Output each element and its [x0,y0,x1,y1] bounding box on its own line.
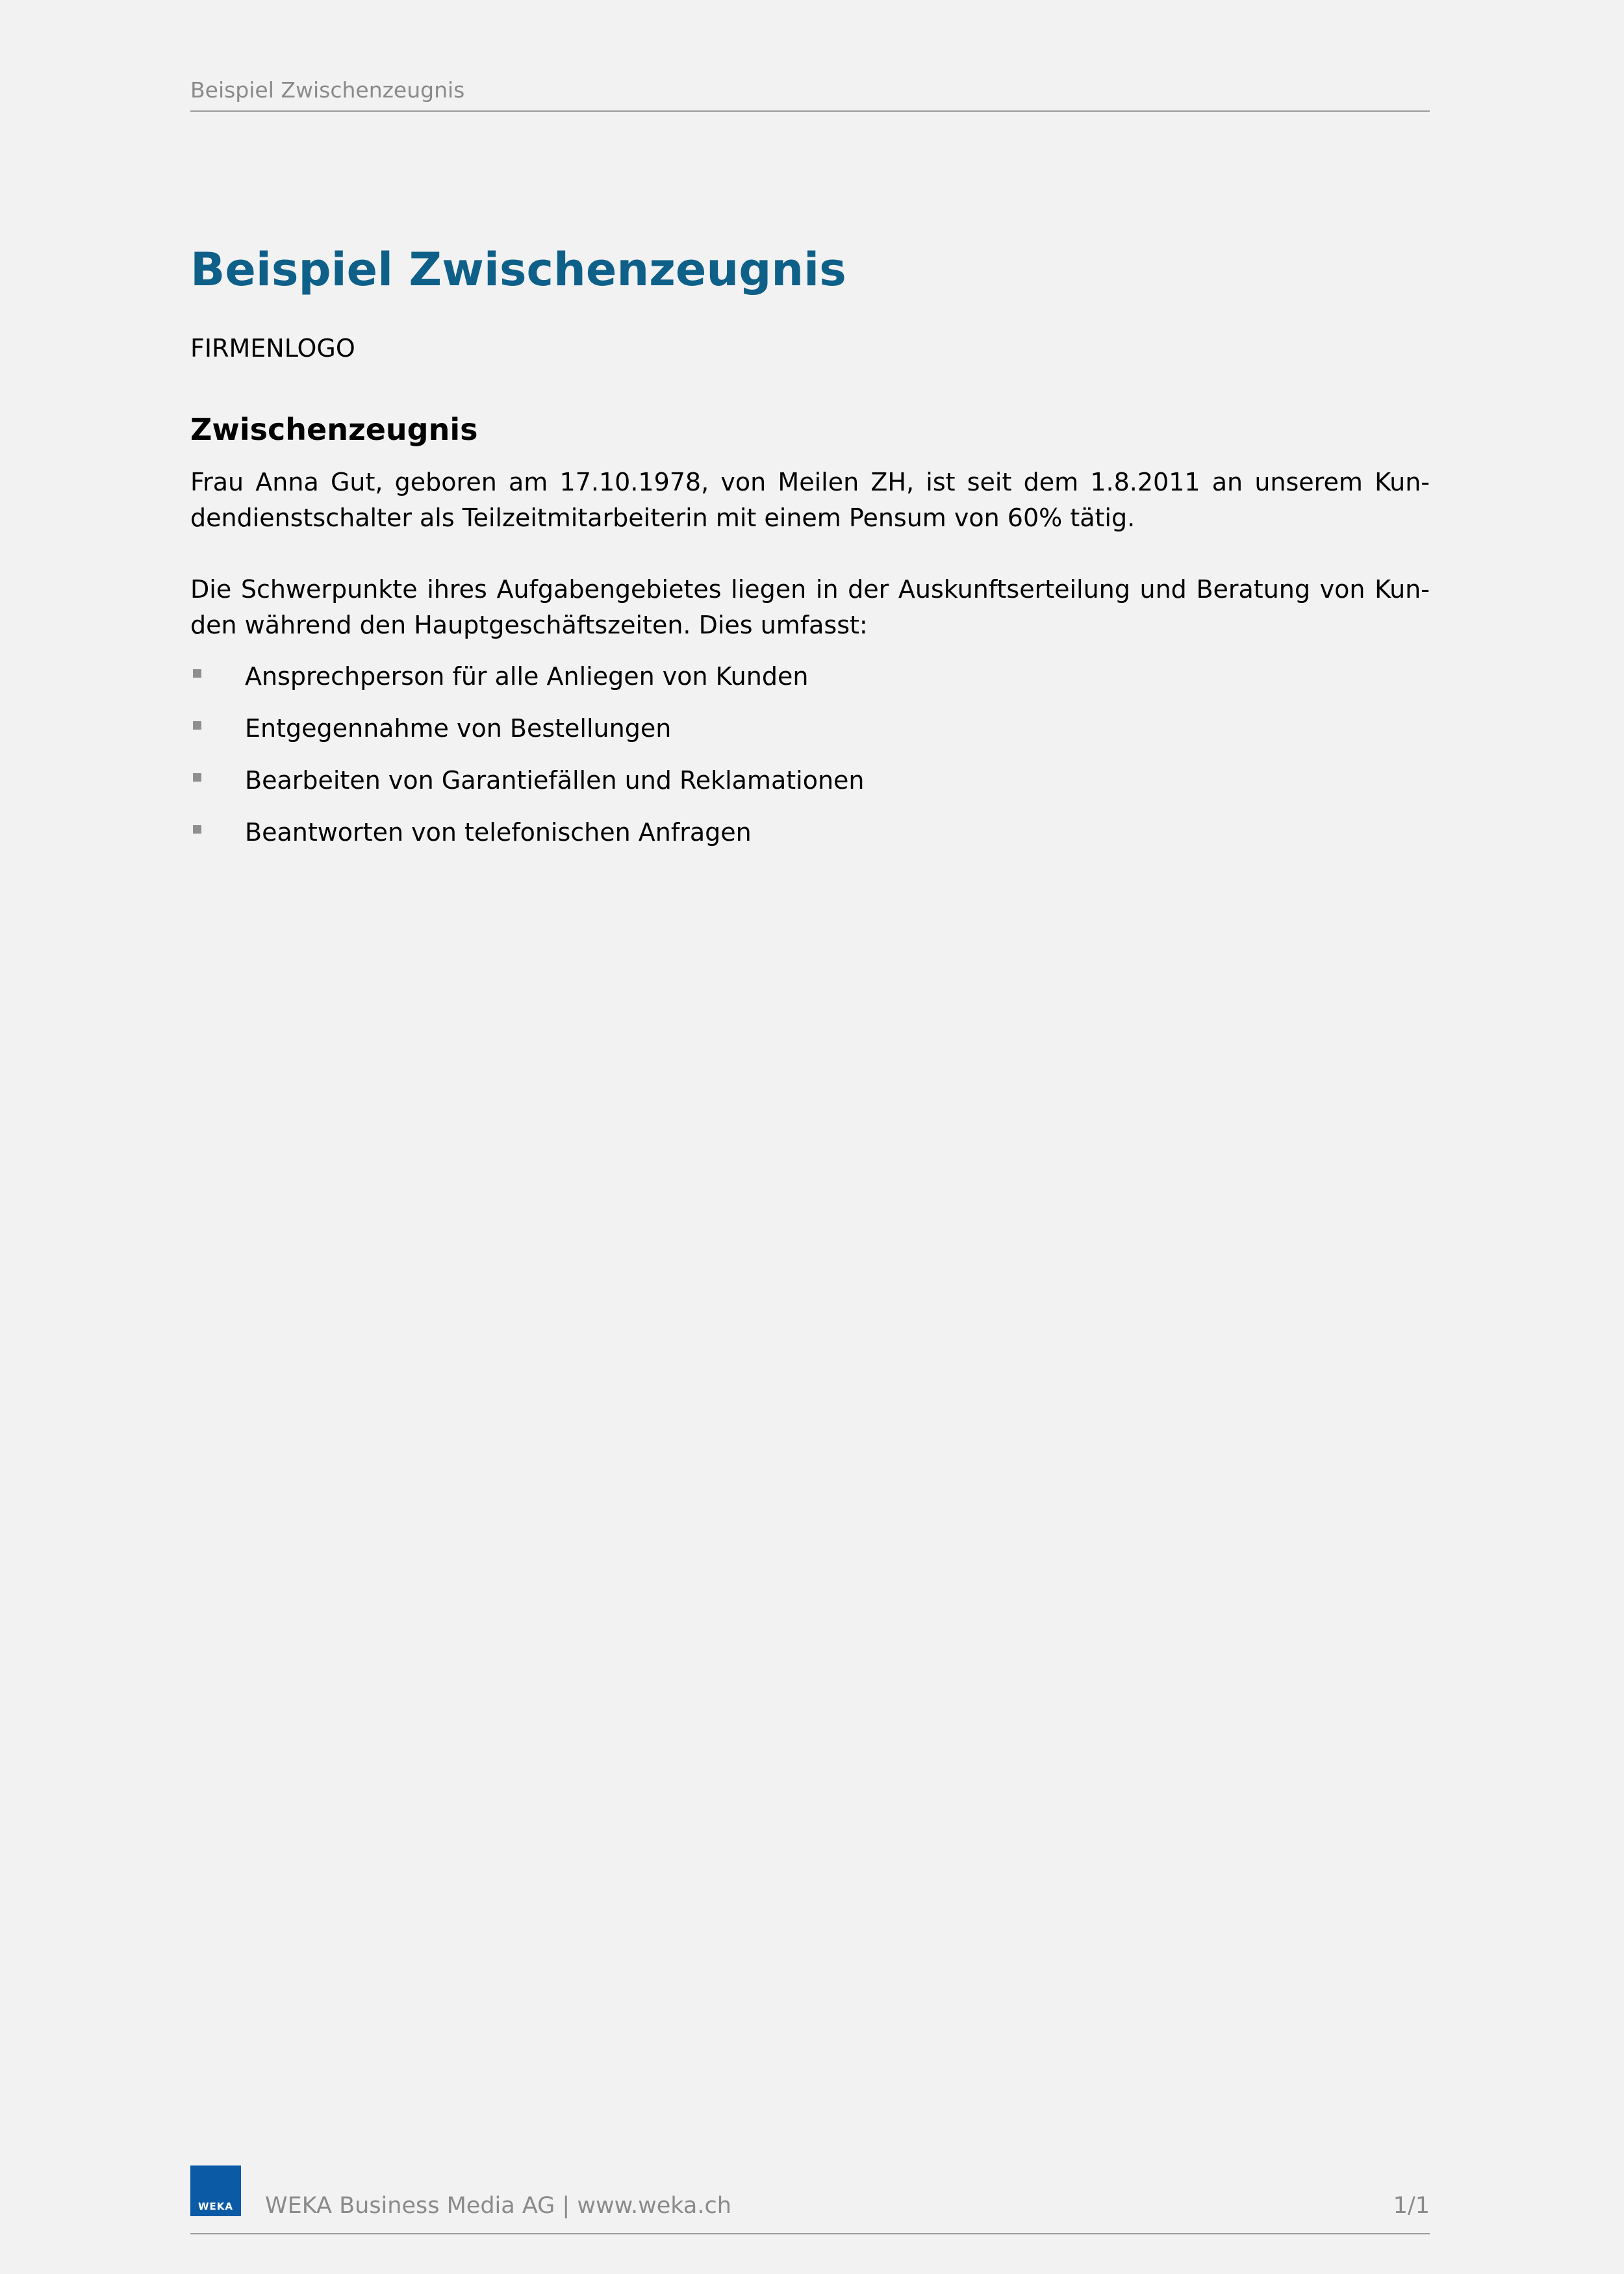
logo-wordmark: WEKA [197,2201,234,2212]
list-item-text: Bearbeiten von Garantiefällen und Reklamationen [245,766,865,795]
footer-divider [190,2233,1430,2234]
task-list [190,656,1430,864]
responsibilities-paragraph: Die Schwerpunkte ihres Aufgabengebietes liegen in der Auskunftserteilung und Beratung von Kunden während den Hauptgeschäftszeiten. Dies umfasst: [190,575,1430,639]
list-item-text: Entgegennahme von Bestellungen [245,714,672,743]
list-item [190,760,1430,812]
section-heading: Zwischenzeugnis [190,412,478,447]
square-bullet-icon [193,773,201,782]
square-bullet-icon [193,669,201,678]
list-item [190,812,1430,864]
list-item-text: Beantworten von telefonischen Anfragen [245,818,752,847]
square-bullet-icon [193,825,201,834]
weka-logo-icon [190,2165,241,2216]
list-item [190,656,1430,708]
list-item [190,708,1430,760]
page-number: 1/1 [1393,2193,1430,2219]
square-bullet-icon [193,721,201,730]
document-title: Beispiel Zwischenzeugnis [190,243,846,296]
intro-paragraph: Frau Anna Gut, geboren am 17.10.1978, von Meilen ZH, ist seit dem 1.8.2011 an unserem Kundendienstschalter als Teilzeitmitarbeiterin mit einem Pensum von 60% tätig. [190,468,1430,532]
company-logo-placeholder: FIRMENLOGO [190,334,355,363]
running-header: Beispiel Zwischenzeugnis [190,77,465,103]
header-divider [190,110,1430,112]
list-item-text: Ansprechperson für alle Anliegen von Kunden [245,662,809,691]
footer-publisher: WEKA Business Media AG | www.weka.ch [265,2193,731,2219]
